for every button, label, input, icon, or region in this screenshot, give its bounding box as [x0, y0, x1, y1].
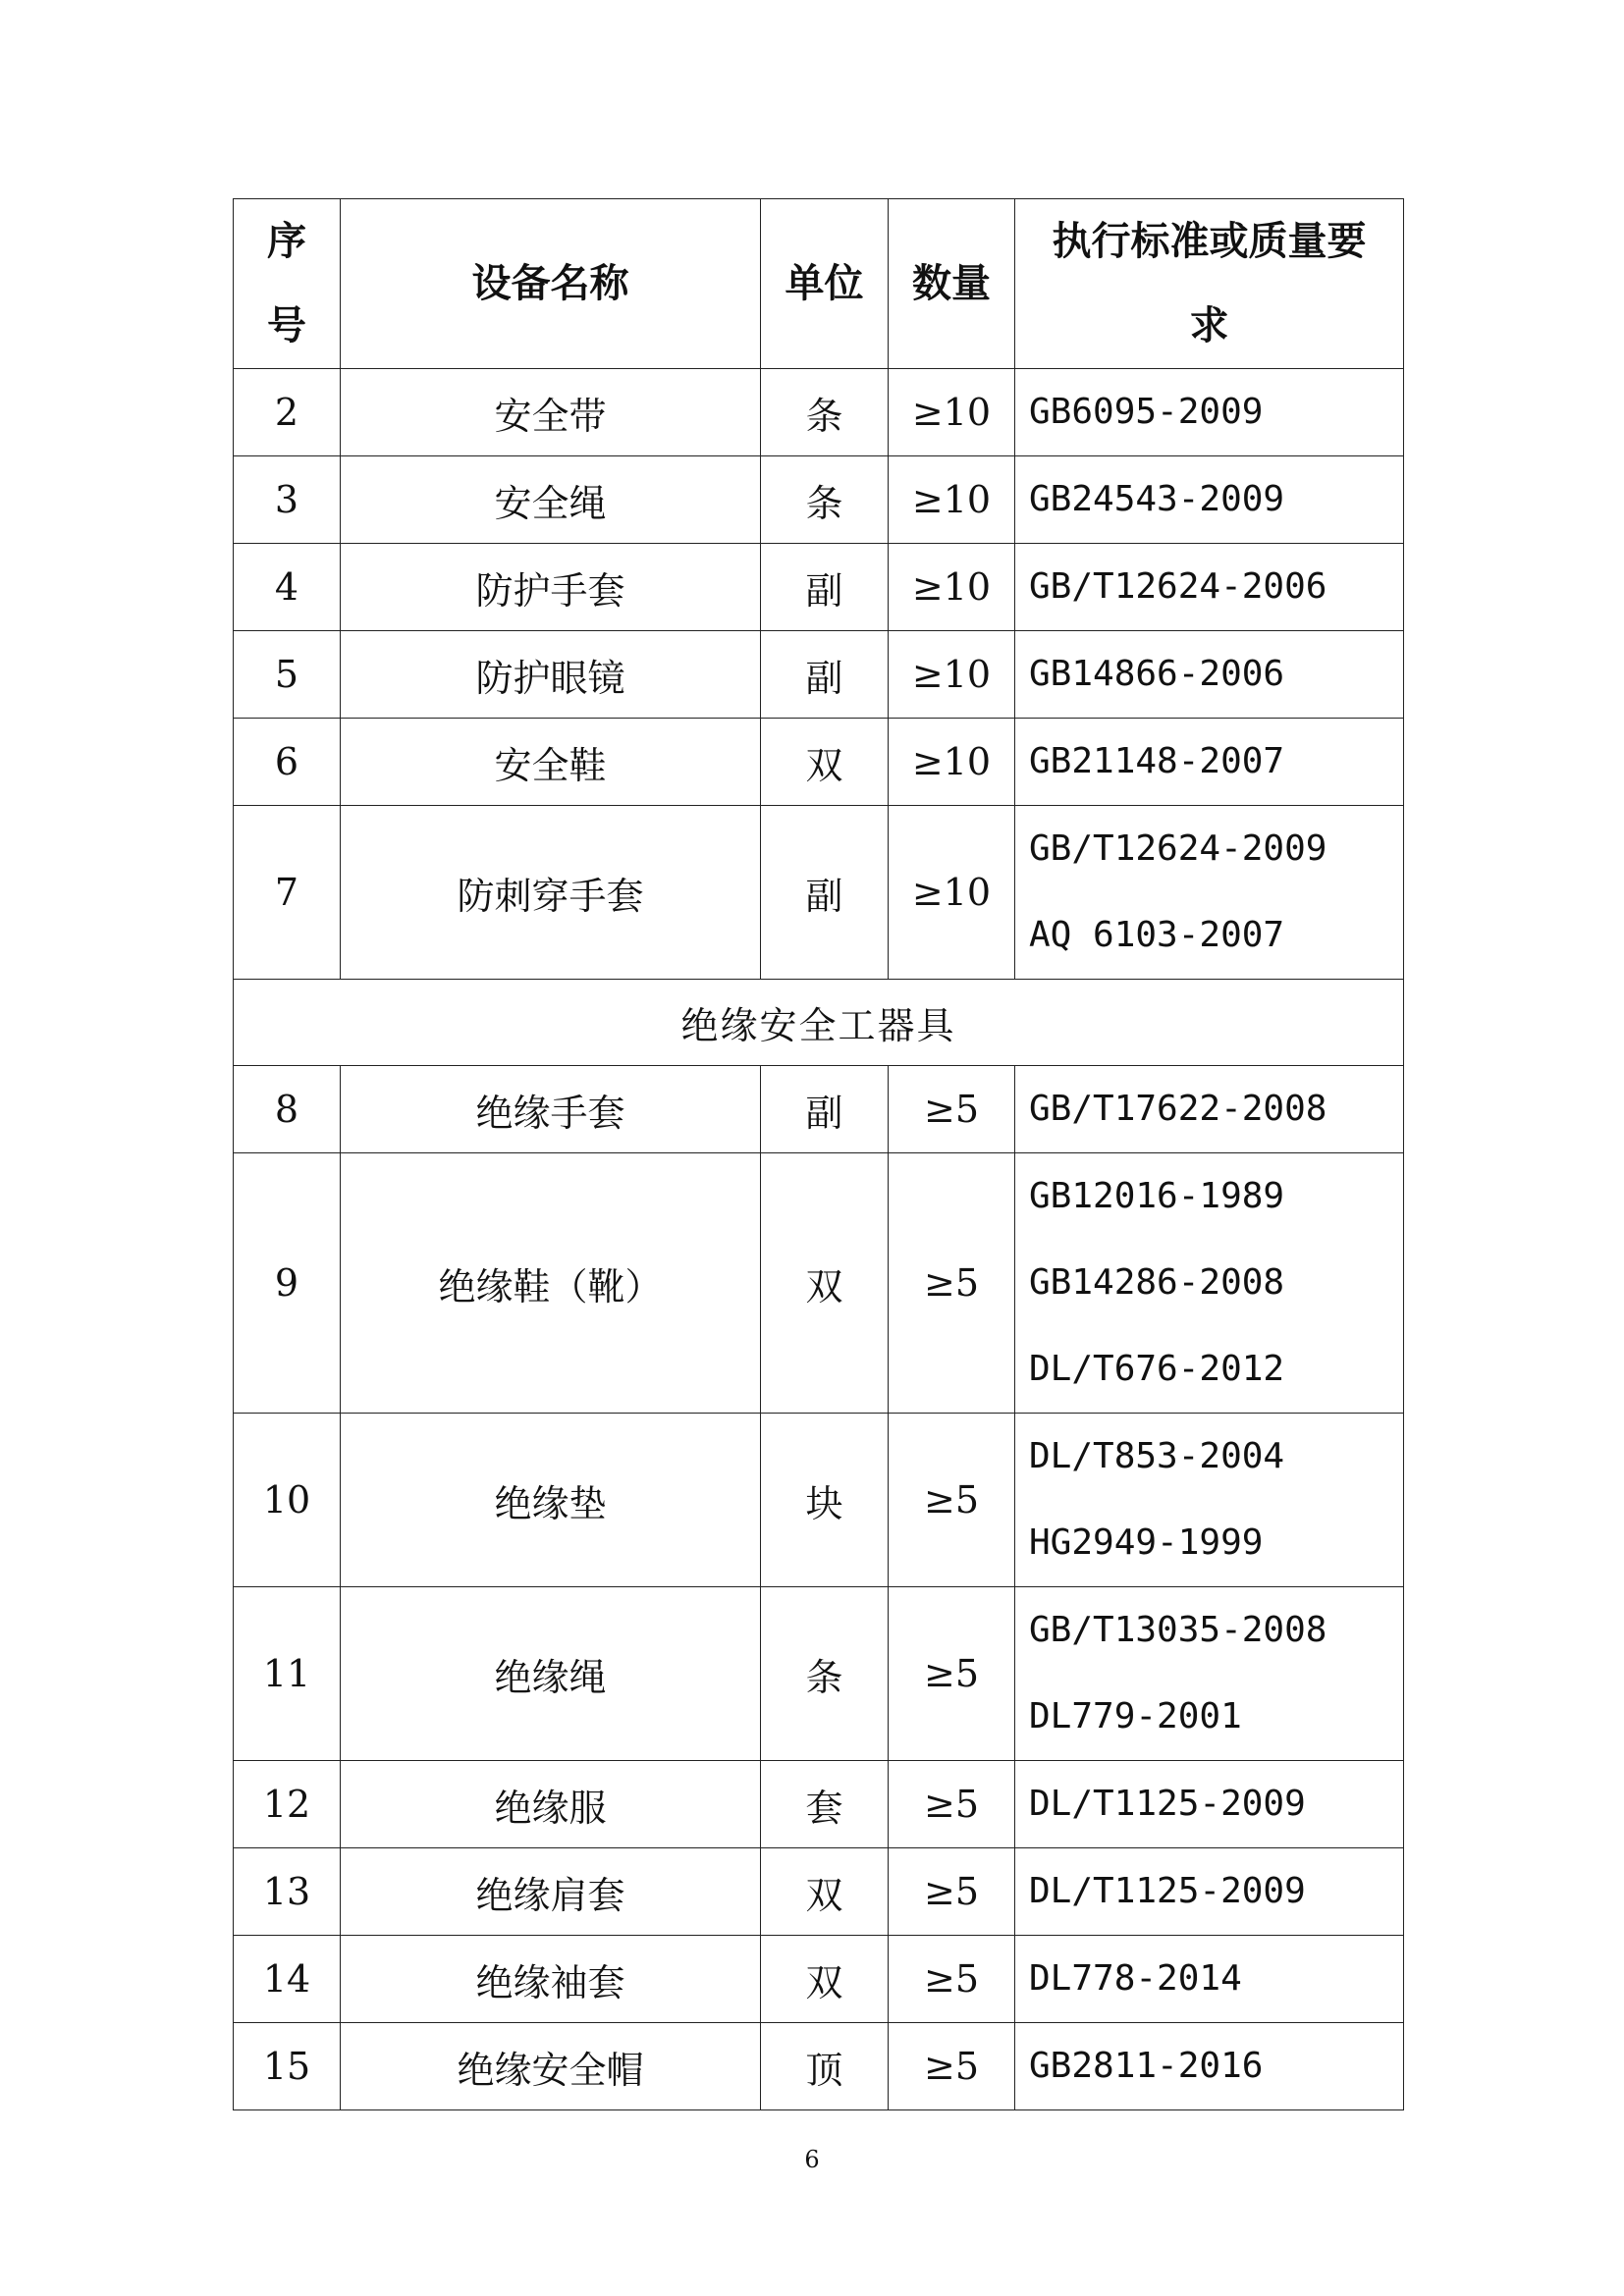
standard-code: GB/T12624-2006	[1029, 566, 1327, 607]
cell-name: 绝缘服	[341, 1761, 761, 1848]
cell-quantity: ≥5	[889, 1066, 1015, 1153]
cell-index: 8	[234, 1066, 341, 1153]
cell-quantity: ≥10	[889, 544, 1015, 631]
header-index-line1: 序	[267, 218, 306, 264]
header-index	[234, 199, 341, 369]
cell-quantity: ≥10	[889, 369, 1015, 456]
cell-quantity: ≥10	[889, 456, 1015, 544]
cell-standard	[1015, 1936, 1404, 2023]
cell-index: 6	[234, 719, 341, 806]
table-row	[234, 1587, 1404, 1761]
cell-standard	[1015, 1761, 1404, 1848]
cell-standard	[1015, 1848, 1404, 1936]
cell-name: 防护眼镜	[341, 631, 761, 719]
standard-code: GB14866-2006	[1029, 654, 1285, 694]
standard-code: DL778-2014	[1029, 1958, 1242, 1999]
cell-unit: 顶	[761, 2023, 889, 2110]
cell-index: 13	[234, 1848, 341, 1936]
standard-code: GB24543-2009	[1029, 479, 1285, 519]
cell-index: 12	[234, 1761, 341, 1848]
standard-code: DL779-2001	[1029, 1696, 1242, 1736]
cell-index: 2	[234, 369, 341, 456]
header-standard-line2: 求	[1189, 302, 1229, 348]
cell-name: 防刺穿手套	[341, 806, 761, 980]
cell-unit: 双	[761, 1848, 889, 1936]
page-number: 6	[804, 2146, 820, 2173]
cell-standard	[1015, 1414, 1404, 1587]
standard-code: HG2949-1999	[1029, 1522, 1264, 1563]
cell-quantity: ≥5	[889, 1761, 1015, 1848]
cell-index: 5	[234, 631, 341, 719]
cell-index: 9	[234, 1153, 341, 1414]
standard-code: GB/T12624-2009	[1029, 828, 1327, 869]
table-body-personal	[234, 369, 1404, 980]
standard-code: GB/T17622-2008	[1029, 1089, 1327, 1129]
section-title: 绝缘安全工器具	[234, 980, 1404, 1066]
cell-name: 绝缘肩套	[341, 1848, 761, 1936]
cell-unit: 副	[761, 544, 889, 631]
cell-name: 绝缘垫	[341, 1414, 761, 1587]
table-row	[234, 719, 1404, 806]
standard-code: GB6095-2009	[1029, 392, 1264, 432]
cell-name: 防护手套	[341, 544, 761, 631]
table-row	[234, 806, 1404, 980]
table-row	[234, 369, 1404, 456]
header-unit: 单位	[761, 199, 889, 369]
cell-unit: 副	[761, 1066, 889, 1153]
cell-name: 绝缘安全帽	[341, 2023, 761, 2110]
cell-standard	[1015, 1066, 1404, 1153]
cell-unit: 双	[761, 1936, 889, 2023]
table-body-insulation	[234, 1066, 1404, 2110]
cell-index: 15	[234, 2023, 341, 2110]
section-row	[234, 980, 1404, 1066]
cell-quantity: ≥5	[889, 1587, 1015, 1761]
cell-index: 14	[234, 1936, 341, 2023]
cell-quantity: ≥10	[889, 806, 1015, 980]
header-standard	[1015, 199, 1404, 369]
table-row	[234, 1761, 1404, 1848]
header-quantity: 数量	[889, 199, 1015, 369]
cell-name: 安全鞋	[341, 719, 761, 806]
cell-unit: 双	[761, 719, 889, 806]
table-row	[234, 1936, 1404, 2023]
cell-unit: 副	[761, 806, 889, 980]
cell-index: 7	[234, 806, 341, 980]
cell-index: 10	[234, 1414, 341, 1587]
cell-name: 安全绳	[341, 456, 761, 544]
cell-name: 绝缘鞋（靴）	[341, 1153, 761, 1414]
cell-quantity: ≥5	[889, 2023, 1015, 2110]
cell-index: 11	[234, 1587, 341, 1761]
standard-code: GB14286-2008	[1029, 1262, 1285, 1303]
table-row	[234, 544, 1404, 631]
standard-code: AQ 6103-2007	[1029, 915, 1285, 955]
table-row	[234, 456, 1404, 544]
header-index-line2: 号	[267, 302, 306, 348]
cell-name: 绝缘袖套	[341, 1936, 761, 2023]
standard-code: DL/T1125-2009	[1029, 1871, 1306, 1911]
cell-standard	[1015, 544, 1404, 631]
standard-code: GB12016-1989	[1029, 1176, 1285, 1216]
header-standard-line1: 执行标准或质量要	[1052, 218, 1367, 264]
cell-standard	[1015, 456, 1404, 544]
cell-unit: 条	[761, 456, 889, 544]
cell-quantity: ≥10	[889, 631, 1015, 719]
table-row	[234, 1066, 1404, 1153]
cell-quantity: ≥5	[889, 1936, 1015, 2023]
cell-quantity: ≥5	[889, 1414, 1015, 1587]
equipment-table	[233, 198, 1404, 2110]
standard-code: GB21148-2007	[1029, 741, 1285, 781]
cell-unit: 副	[761, 631, 889, 719]
table-row	[234, 1414, 1404, 1587]
table-row	[234, 2023, 1404, 2110]
cell-name: 绝缘手套	[341, 1066, 761, 1153]
standard-code: DL/T853-2004	[1029, 1436, 1285, 1476]
cell-unit: 条	[761, 369, 889, 456]
cell-unit: 双	[761, 1153, 889, 1414]
table-header-row	[234, 199, 1404, 369]
standard-code: GB/T13035-2008	[1029, 1610, 1327, 1650]
cell-index: 4	[234, 544, 341, 631]
cell-quantity: ≥10	[889, 719, 1015, 806]
cell-standard	[1015, 631, 1404, 719]
cell-standard	[1015, 369, 1404, 456]
table-row	[234, 1848, 1404, 1936]
cell-standard	[1015, 1587, 1404, 1761]
cell-unit: 条	[761, 1587, 889, 1761]
standard-code: GB2811-2016	[1029, 2046, 1264, 2086]
standard-code: DL/T1125-2009	[1029, 1784, 1306, 1824]
cell-name: 绝缘绳	[341, 1587, 761, 1761]
cell-quantity: ≥5	[889, 1848, 1015, 1936]
cell-index: 3	[234, 456, 341, 544]
cell-quantity: ≥5	[889, 1153, 1015, 1414]
header-name: 设备名称	[341, 199, 761, 369]
cell-standard	[1015, 806, 1404, 980]
cell-unit: 块	[761, 1414, 889, 1587]
cell-standard	[1015, 1153, 1404, 1414]
standard-code: DL/T676-2012	[1029, 1349, 1285, 1389]
cell-unit: 套	[761, 1761, 889, 1848]
table-row	[234, 1153, 1404, 1414]
cell-standard	[1015, 2023, 1404, 2110]
cell-standard	[1015, 719, 1404, 806]
table-section	[234, 980, 1404, 1066]
table-row	[234, 631, 1404, 719]
cell-name: 安全带	[341, 369, 761, 456]
